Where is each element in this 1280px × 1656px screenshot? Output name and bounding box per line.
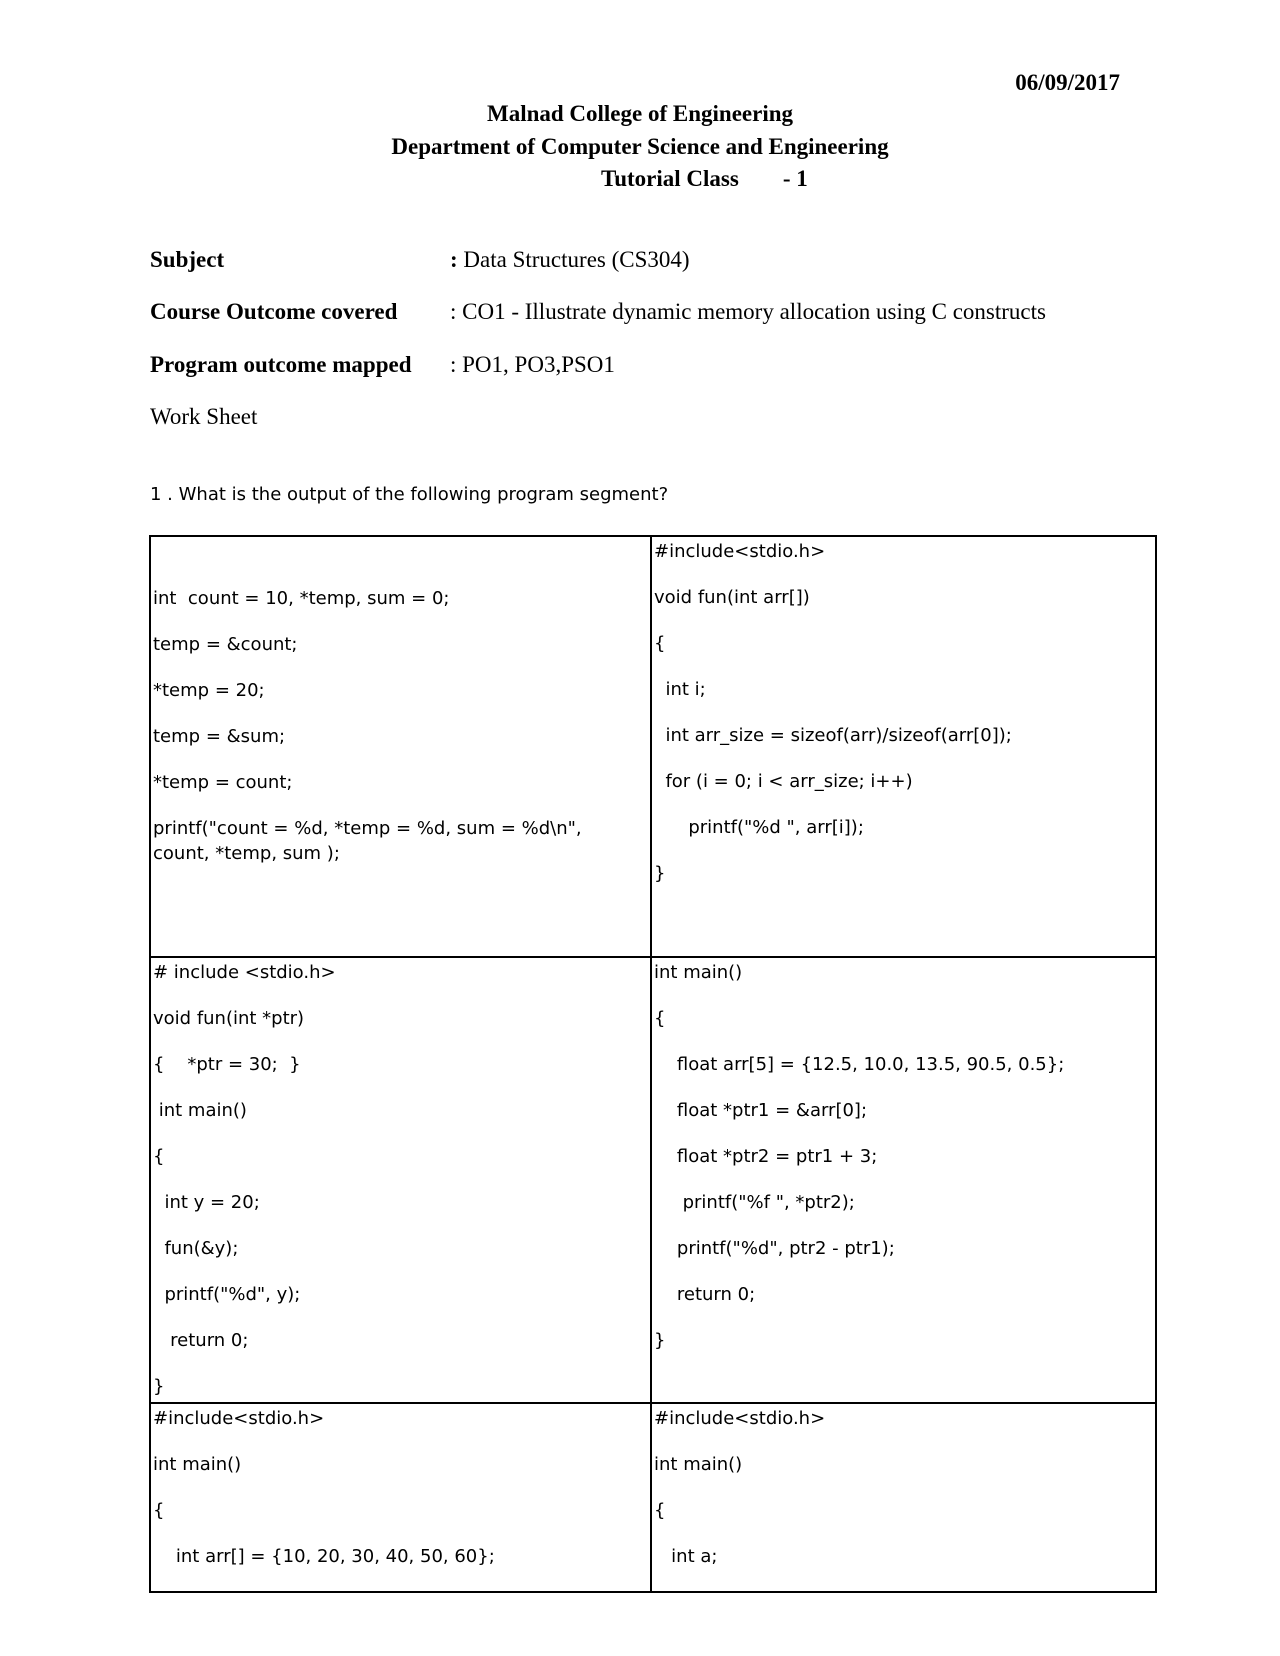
code-cell-6 [652,1404,1155,1591]
code-line: printf("count = %d, *temp = %d, sum = %d\n", [153,818,582,839]
question-1: 1 . What is the output of the following program segment? [150,484,669,505]
code-line: float *ptr2 = ptr1 + 3; [654,1146,878,1167]
code-line: { [654,633,666,654]
code-line: count, *temp, sum ); [153,843,340,864]
code-line: int count = 10, *temp, sum = 0; [153,588,450,609]
code-line: printf("%d", y); [153,1284,301,1305]
code-line: temp = &count; [153,634,298,655]
code-line: fun(&y); [153,1238,239,1259]
code-line: { [153,1500,165,1521]
code-line: # include <stdio.h> [153,962,336,983]
code-line: } [153,1376,165,1397]
code-cell-1 [151,537,650,956]
code-line: for (i = 0; i < arr_size; i++) [654,771,913,792]
course-outcome-row [150,299,1046,325]
code-line: int arr[] = {10, 20, 30, 40, 50, 60}; [153,1546,495,1567]
subject-row [150,247,690,273]
code-line: int main() [654,1454,743,1475]
code-cell-5 [151,1404,650,1591]
program-outcome-row [150,352,615,378]
code-line: { [654,1500,666,1521]
department-name: Department of Computer Science and Engineering [391,134,889,159]
code-line: float *ptr1 = &arr[0]; [654,1100,868,1121]
program-outcome-label: Program outcome mapped [150,352,412,377]
code-line: int main() [654,962,743,983]
code-line: *temp = count; [153,772,293,793]
code-line: return 0; [654,1284,756,1305]
code-line: int i; [654,679,706,700]
program-outcome-value: PO1, PO3,PSO1 [462,352,615,377]
code-line: int main() [153,1100,247,1121]
code-cell-2 [652,537,1155,956]
program-outcome-separator: : [450,352,457,377]
code-table [149,535,1157,1593]
code-line: } [654,863,666,884]
course-outcome-label: Course Outcome covered [150,299,398,324]
college-name: Malnad College of Engineering [486,101,794,126]
document-date: 06/09/2017 [1015,70,1120,95]
code-line: int main() [153,1454,242,1475]
code-line: float arr[5] = {12.5, 10.0, 13.5, 90.5, 0.5}; [654,1054,1065,1075]
code-line: printf("%f ", *ptr2); [654,1192,855,1213]
tutorial-title [601,166,808,192]
code-cell-4 [652,958,1155,1402]
code-line: *temp = 20; [153,680,265,701]
code-line: printf("%d ", arr[i]); [654,817,864,838]
code-line: } [654,1330,666,1351]
code-line: void fun(int *ptr) [153,1008,305,1029]
code-line: #include<stdio.h> [153,1408,325,1429]
code-line: return 0; [153,1330,249,1351]
code-line: int a; [654,1546,718,1567]
code-line: void fun(int arr[]) [654,587,810,608]
code-line: printf("%d", ptr2 - ptr1); [654,1238,895,1259]
code-line: #include<stdio.h> [654,1408,826,1429]
course-outcome-value: CO1 - Illustrate dynamic memory allocation using C constructs [462,299,1046,324]
code-line: { [153,1146,165,1167]
code-line: int arr_size = sizeof(arr)/sizeof(arr[0]); [654,725,1012,746]
code-line: { *ptr = 30; } [153,1054,301,1075]
subject-label: Subject [150,247,225,272]
course-outcome-separator: : [450,299,457,324]
subject-value: Data Structures (CS304) [463,247,690,272]
code-cell-3 [151,958,650,1402]
code-line: #include<stdio.h> [654,541,826,562]
tutorial-number: - 1 [782,166,808,191]
code-line: int y = 20; [153,1192,260,1213]
subject-separator: : [450,247,458,272]
code-line: temp = &sum; [153,726,286,747]
code-line: { [654,1008,666,1029]
tutorial-label: Tutorial Class [601,166,739,191]
worksheet-label: Work Sheet [150,404,258,429]
